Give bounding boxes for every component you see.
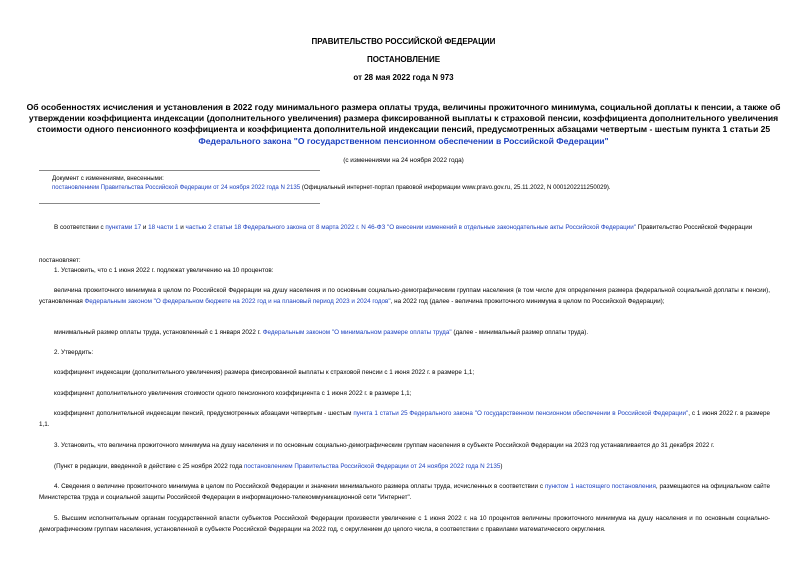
issuer-heading: ПРАВИТЕЛЬСТВО РОССИЙСКОЙ ФЕДЕРАЦИИ — [311, 37, 496, 46]
p3-note-text: (Пункт в редакции, введенной в действие с 25 ноября 2022 года — [54, 463, 245, 470]
divider-bottom — [39, 203, 320, 204]
document-type-heading: ПОСТАНОВЛЕНИЕ — [366, 55, 441, 64]
paragraph-3-note — [39, 461, 770, 472]
amendments-intro: Документ с изменениями, внесенными: — [52, 175, 164, 182]
paragraph-3: 3. Установить, что величина прожиточного минимума на душу населения и по основным социально-демографическим группам населения в субъекте Российской Федерации на 2023 год устанавливается до 31 декабря 2022 г. — [54, 442, 715, 449]
paragraph-2b: коэффициент дополнительного увеличения стоимости одного пенсионного коэффициента с 1 июня 2022 г. в размере 1,1; — [54, 390, 412, 397]
document-title — [20, 102, 787, 147]
p3-note-text: ) — [500, 463, 503, 470]
p2c-text: коэффициент дополнительной индексации пенсий, предусмотренных абзацами четвертым - шестым — [54, 410, 354, 417]
amendments-box — [52, 174, 792, 193]
paragraph-2: 2. Утвердить: — [54, 349, 94, 356]
paragraph-5: 5. Высшим исполнительным органам государственной власти субъектов Российской Федерации произвести увеличение с 1 июня 2022 г. на 10 процентов величины прожиточного минимума на душу населения и по основным социально-демографическим группам населения, установленной в субъекте Российской Федерации на 2022 год, с округлением до целого числа, в соответствии с правилами математического округления. — [39, 515, 770, 533]
budget-law-link[interactable]: Федеральным законом "О федеральном бюджете на 2022 год и на плановый период 2023 и 2024 годов" — [84, 298, 391, 305]
p1a-text: величина прожиточного минимума в целом по Российской Федерации на душу населения и по основным социально-демографическим группам населения (в том числе для определения размера федеральной социальной доплаты к пенсии), установленная — [39, 287, 770, 305]
title-law-link[interactable]: Федерального закона "О государственном пенсионном обеспечении в Российской Федерации" — [198, 135, 609, 146]
p4-text: 4. Сведения о величине прожиточного минимума в целом по Российской Федерации и значении минимального размера оплаты труда, исчисленных в соответствии с — [54, 483, 545, 490]
paragraph-4 — [39, 481, 770, 503]
paragraph-1a — [39, 285, 770, 307]
resolves-line: постановляет: — [39, 257, 81, 264]
paragraph-2c — [39, 408, 770, 430]
preamble-text: и — [141, 224, 149, 231]
amendment-source: (Официальный интернет-портал правовой информации www.pravo.gov.ru, 25.11.2022, N 0001202211250029). — [300, 184, 611, 192]
p1a-text: , на 2022 год (далее - величина прожиточного минимума в целом по Российской Федерации); — [390, 298, 665, 305]
preamble-text: и — [178, 224, 186, 231]
preamble-text: Правительство Российской Федерации — [636, 224, 753, 231]
p3-note-link[interactable]: постановлением Правительства Российской Федерации от 24 ноября 2022 года N 2135 — [244, 463, 501, 470]
paragraph-1b — [39, 327, 770, 338]
preamble-text: В соответствии с — [54, 224, 106, 231]
amendment-link[interactable]: постановлением Правительства Российской Федерации от 24 ноября 2022 года N 2135 — [52, 184, 301, 192]
divider-top — [39, 170, 320, 171]
document-date-number: от 28 мая 2022 года N 973 — [353, 73, 454, 82]
paragraph-1: 1. Установить, что с 1 июня 2022 г. подлежат увеличению на 10 процентов: — [54, 267, 274, 274]
p4-text: , размещаются на официальном сайте Министерства труда и социальной защиты Российской Федерации в информационно-телекоммуникационной сети "Интернет". — [39, 483, 770, 501]
p2c-text: , с 1 июня 2022 г. в размере 1,1. — [39, 410, 770, 428]
preamble-link-2[interactable]: 18 части 1 — [148, 224, 179, 231]
min-wage-law-link[interactable]: Федеральным законом "О минимальном размере оплаты труда" — [262, 329, 452, 336]
paragraph-2a: коэффициент индексации (дополнительного увеличения) размера фиксированной выплаты к страховой пенсии с 1 июня 2022 г. в размере 1,1; — [54, 369, 475, 376]
paragraph-1-link[interactable]: пунктом 1 настоящего постановления — [544, 483, 656, 490]
preamble-paragraph — [39, 222, 770, 233]
amendments-list-item — [52, 183, 792, 192]
amendment-note: (с изменениями на 24 ноября 2022 года) — [343, 157, 464, 164]
p1b-text: минимальный размер оплаты труда, установленный с 1 января 2022 г. — [54, 329, 263, 336]
pension-law-link[interactable]: пункта 1 статьи 25 Федерального закона "О государственном пенсионном обеспечении в Российской Федерации" — [353, 410, 689, 417]
preamble-link-1[interactable]: пунктами 17 — [105, 224, 142, 231]
preamble-link-3[interactable]: частью 2 статьи 18 Федерального закона от 8 марта 2022 г. N 46-ФЗ "О внесении изменений в отдельные законодательные акты Российской Федерации" — [185, 224, 637, 231]
p1b-text: (далее - минимальный размер оплаты труда). — [451, 329, 589, 336]
title-text: Об особенностях исчисления и установления в 2022 году минимального размера оплаты труда, величины прожиточного минимума, социальной доплаты к пенсии, а также об утверждении коэффициента индексации (дополнительного увеличения) размера фиксированной выплаты к страховой пенсии, коэффициента дополнительного увеличения стоимости одного пенсионного коэффициента и коэффициента дополнительной индексации пенсий, предусмотренных абзацами четвертым - шестым пункта 1 статьи 25 — [26, 102, 781, 135]
